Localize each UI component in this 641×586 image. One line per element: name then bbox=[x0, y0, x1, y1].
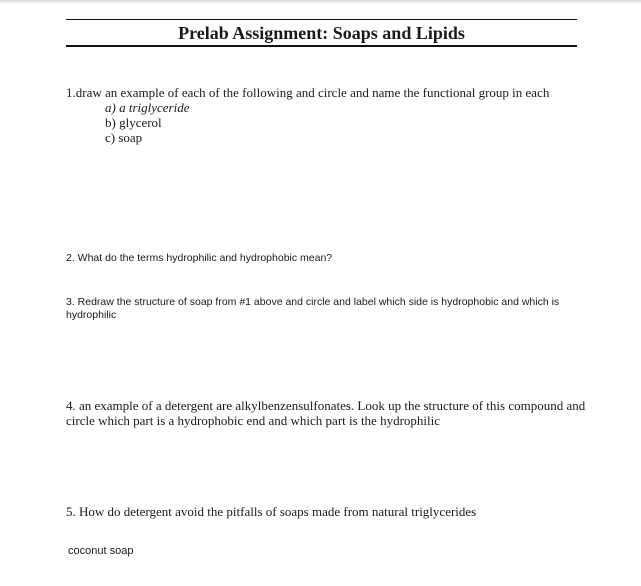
question-5: 5. How do detergent avoid the pitfalls of soaps made from natural triglycerides bbox=[66, 504, 477, 519]
page-top-edge bbox=[0, 0, 641, 4]
title-rule-top bbox=[66, 19, 577, 20]
question-2: 2. What do the terms hydrophilic and hydrophobic mean? bbox=[66, 252, 333, 264]
question-1: 1.draw an example of each of the following and circle and name the functional group in each bbox=[66, 85, 550, 100]
question-1-item-triglyceride: a) a triglyceride bbox=[105, 100, 190, 115]
question-4: 4. an example of a detergent are alkylbenzensulfonates. Look up the structure of this compound and circle which part is a hydrophobic end and which part is the hydrophilic bbox=[66, 398, 586, 428]
question-1-item-soap: c) soap bbox=[105, 130, 143, 145]
question-3: 3. Redraw the structure of soap from #1 above and circle and label which side is hydrophobic and which is hydrophilic bbox=[66, 296, 560, 321]
title-rule-bottom bbox=[66, 45, 577, 47]
page-title: Prelab Assignment: Soaps and Lipids bbox=[178, 23, 465, 43]
question-1-items bbox=[105, 100, 189, 145]
answer-note: coconut soap bbox=[68, 545, 134, 557]
question-1-item-glycerol: b) glycerol bbox=[105, 115, 162, 130]
